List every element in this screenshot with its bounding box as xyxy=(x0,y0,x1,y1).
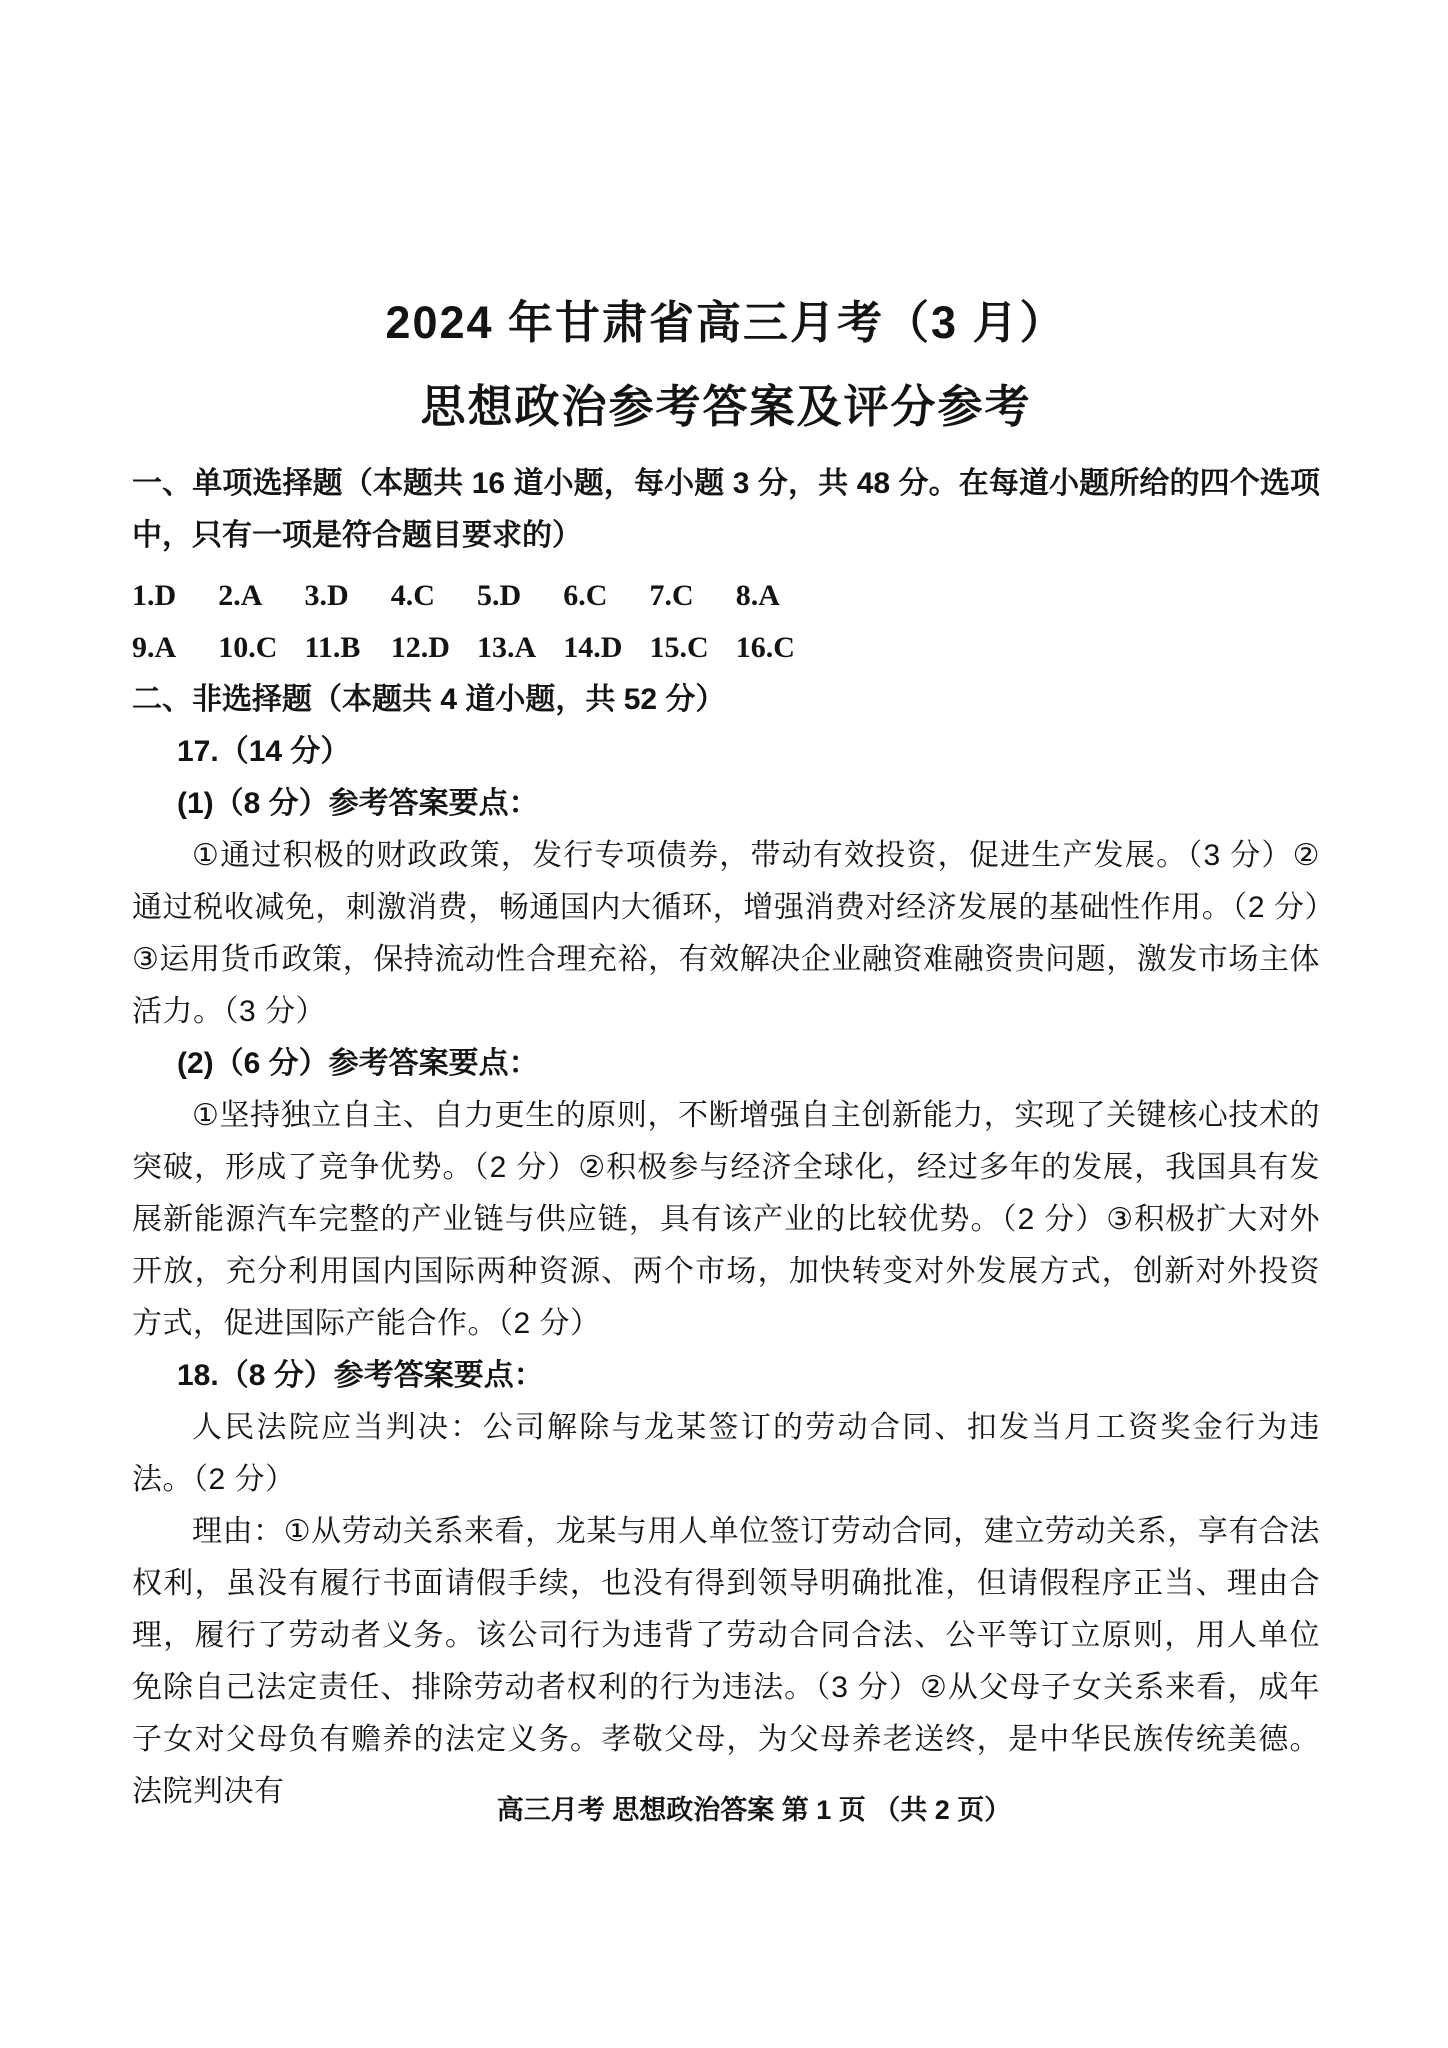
section2-heading: 二、非选择题（本题共 4 道小题，共 52 分） xyxy=(132,683,726,716)
answer-item: 1.D xyxy=(132,579,177,612)
answer-item: 11.B xyxy=(304,631,361,664)
question17-label: 17.（14 分） xyxy=(177,735,351,768)
question18-reason: 理由：①从劳动关系来看，龙某与用人单位签订劳动合同，建立劳动关系，享有合法权利，虽没有履行书面请假手续，也没有得到领导明确批准，但请假程序正当、理由合理，履行了劳动者义务。该公司行为违背了劳动合同合法、公平等订立原则，用人单位免除自己法定责任、排除劳动者权利的行为违法。（3 分）②从父母子女关系来看，成年子女对父母负有赡养的法定义务。孝敬父母，为父母养老送终，是中华民族传统美德。法院判决有 xyxy=(132,1515,1320,1808)
page-subtitle: 思想政治参考答案及评分参考 xyxy=(420,381,1032,432)
answer-item: 6.C xyxy=(563,579,608,612)
answer-item: 8.A xyxy=(735,579,780,612)
question17-part2-answer: ①坚持独立自主、自力更生的原则，不断增强自主创新能力，实现了关键核心技术的突破，形成了竞争优势。（2 分）②积极参与经济全球化，经过多年的发展，我国具有发展新能源汽车完整的产业链与供应链，具有该产业的比较优势。（2 分）③积极扩大对外开放，充分利用国内国际两种资源、两个市场，加快转变对外发展方式，创新对外投资方式，促进国际产能合作。（2 分） xyxy=(132,1099,1320,1340)
question17-part2-label: (2)（6 分）参考答案要点： xyxy=(177,1047,539,1080)
section1-heading: 一、单项选择题（本题共 16 道小题，每小题 3 分，共 48 分。在每道小题所给的四个选项中，只有一项是符合题目要求的） xyxy=(132,467,1320,552)
answer-item: 3.D xyxy=(304,579,349,612)
page-title: 2024 年甘肃省高三月考（3 月） xyxy=(385,297,1067,348)
question17-part1-answer: ①通过积极的财政政策，发行专项债券，带动有效投资，促进生产发展。（3 分）②通过税收减免，刺激消费，畅通国内大循环，增强消费对经济发展的基础性作用。（2 分）③运用货币政策，保持流动性合理充裕，有效解决企业融资难融资贵问题，激发市场主体活力。（3 分） xyxy=(132,839,1320,1028)
answers-row-2 xyxy=(132,622,822,674)
question17-part1-label: (1)（8 分）参考答案要点： xyxy=(177,787,539,820)
answer-item: 4.C xyxy=(390,579,435,612)
answer-item: 15.C xyxy=(649,631,709,664)
question18-verdict: 人民法院应当判决：公司解除与龙某签订的劳动合同、扣发当月工资奖金行为违法。（2 分） xyxy=(132,1411,1320,1496)
answer-item: 14.D xyxy=(563,631,623,664)
answer-item: 9.A xyxy=(132,631,177,664)
answer-item: 12.D xyxy=(390,631,450,664)
page-footer: 高三月考 思想政治答案 第 1 页 （共 2 页） xyxy=(496,1795,1012,1825)
answer-item: 5.D xyxy=(477,579,522,612)
multiple-choice-answers xyxy=(132,570,1320,674)
answer-item: 10.C xyxy=(218,631,278,664)
answers-row-1 xyxy=(132,570,822,622)
answer-item: 7.C xyxy=(649,579,694,612)
answer-item: 2.A xyxy=(218,579,263,612)
answer-item: 13.A xyxy=(477,631,537,664)
document-content xyxy=(0,292,1448,1818)
answer-item: 16.C xyxy=(735,631,795,664)
question18-label: 18.（8 分）参考答案要点： xyxy=(177,1359,544,1392)
